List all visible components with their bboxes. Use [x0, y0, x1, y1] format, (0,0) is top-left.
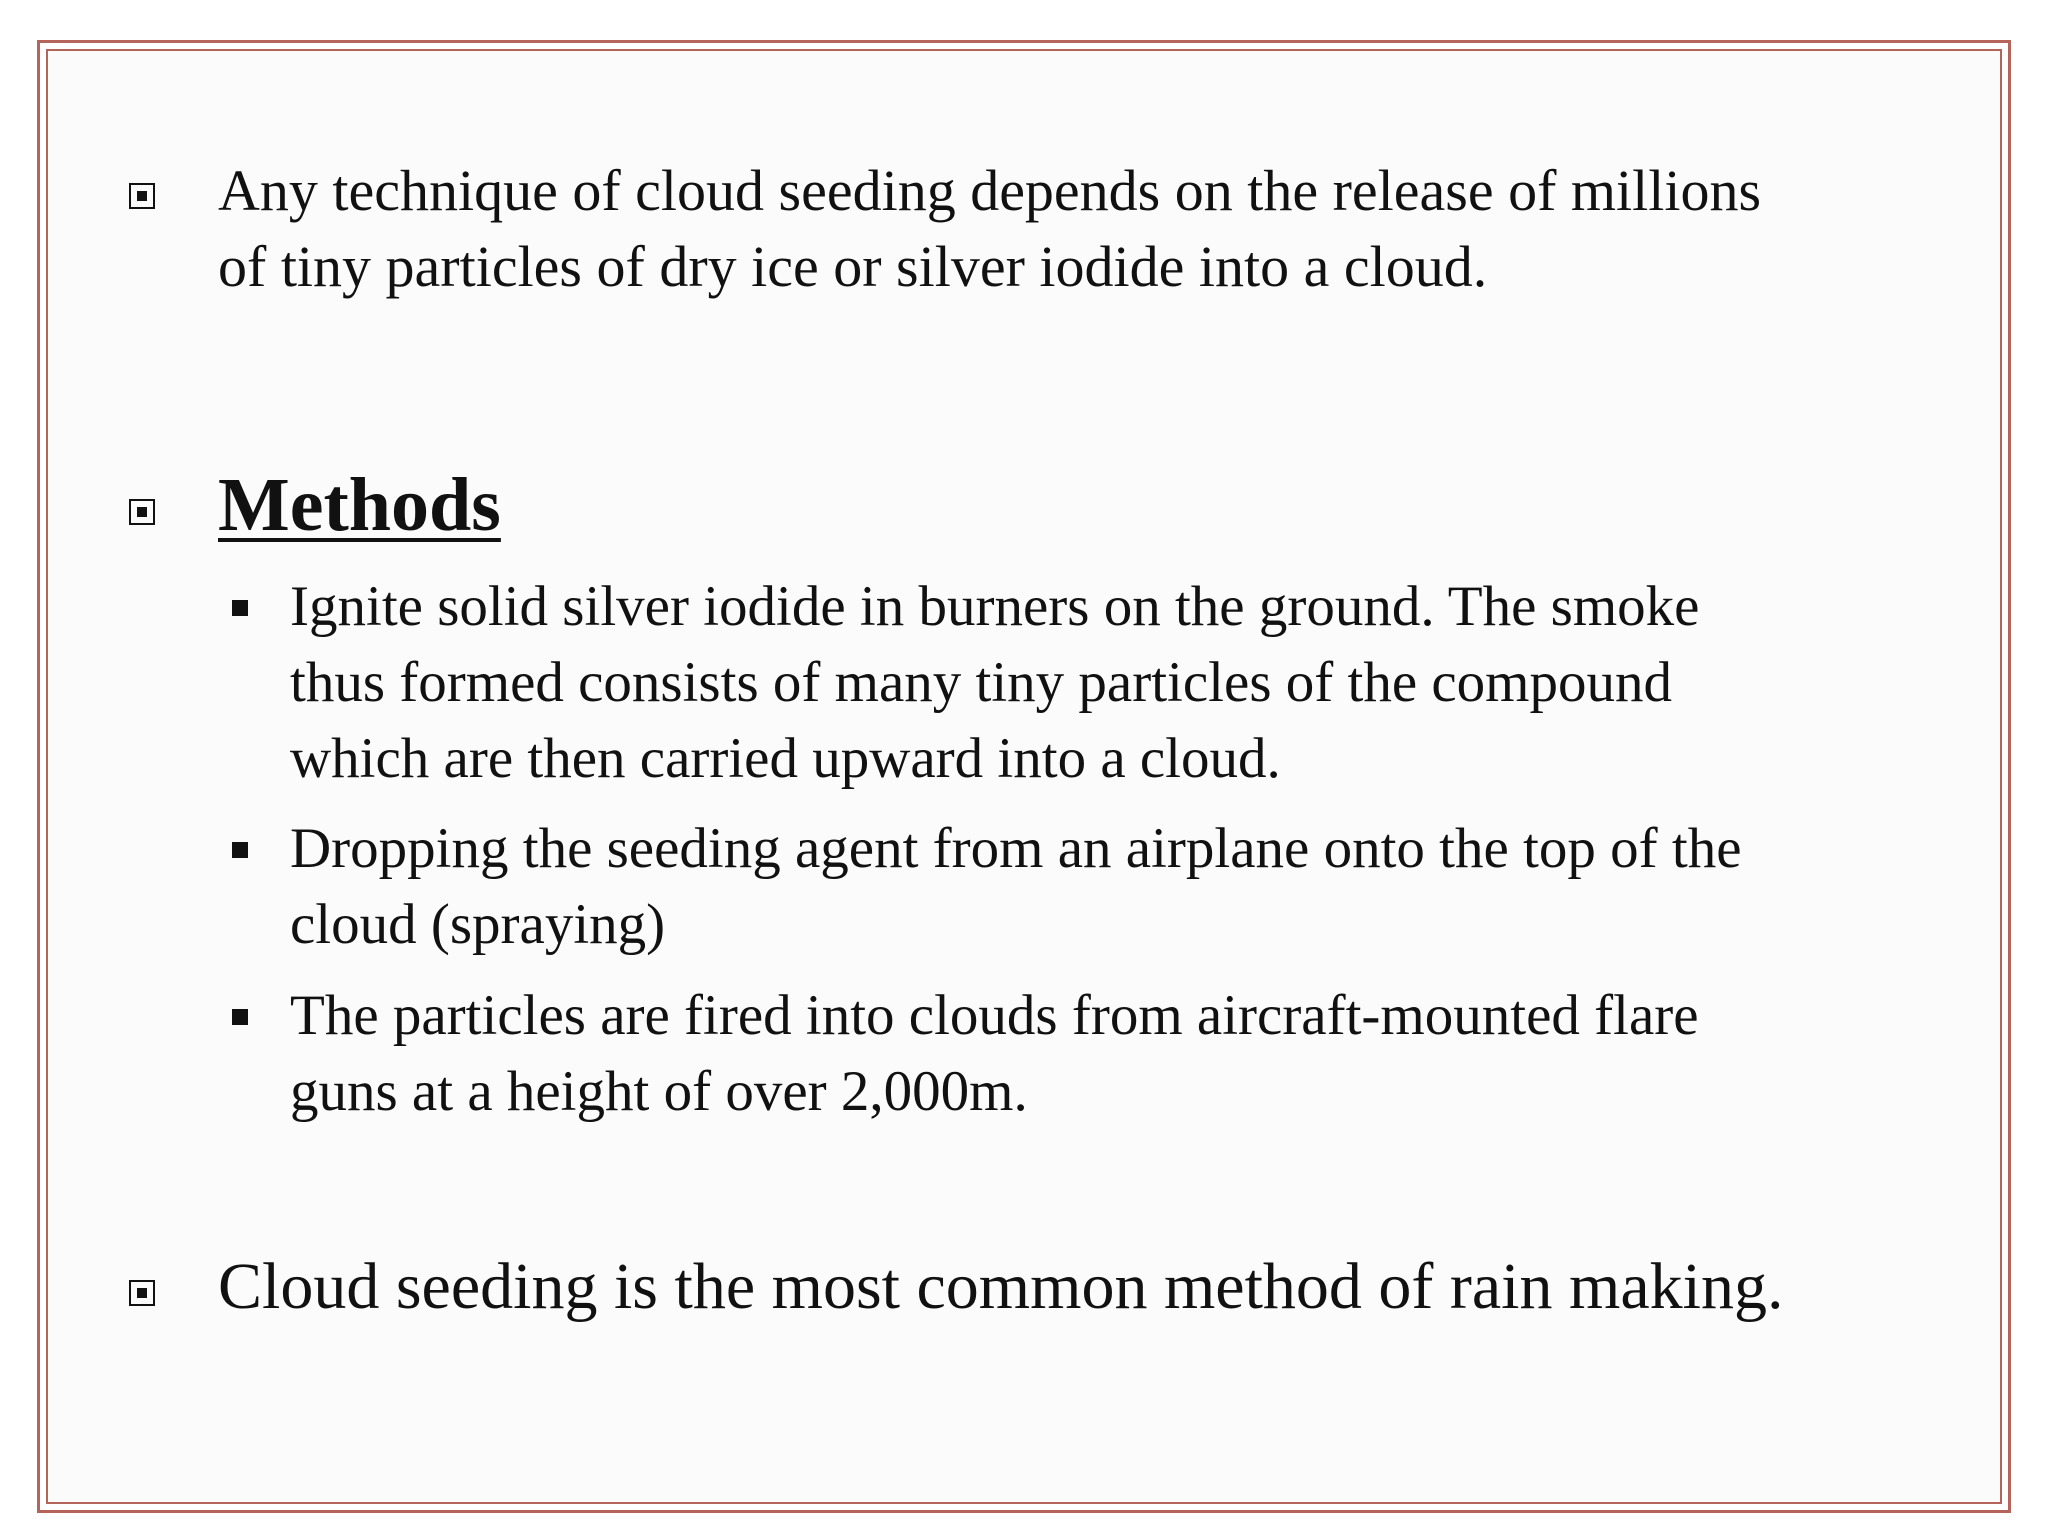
method-item-3: [290, 978, 1699, 1130]
filled-square-bullet-icon: [232, 842, 248, 858]
intro-paragraph: [218, 153, 1761, 305]
filled-square-bullet-icon: [232, 1009, 248, 1025]
intro-line-1: Any technique of cloud seeding depends on the release of millions: [218, 158, 1762, 223]
boxed-square-bullet-icon: [129, 1280, 155, 1306]
method-2-line-2: cloud (spraying): [290, 893, 666, 956]
method-3-line-1: The particles are fired into clouds from aircraft-mounted flare: [290, 984, 1699, 1047]
method-item-1: [290, 569, 1699, 797]
method-2-line-1: Dropping the seeding agent from an airplane onto the top of the: [290, 817, 1742, 880]
filled-square-bullet-icon: [232, 600, 248, 616]
method-3-line-2: guns at a height of over 2,000m.: [290, 1060, 1028, 1123]
methods-heading: Methods: [218, 463, 501, 547]
boxed-square-bullet-icon: [129, 183, 155, 209]
method-1-line-2: thus formed consists of many tiny particles of the compound: [290, 651, 1672, 714]
boxed-square-bullet-icon: [129, 499, 155, 525]
method-1-line-3: which are then carried upward into a cloud.: [290, 727, 1281, 790]
method-1-line-1: Ignite solid silver iodide in burners on the ground. The smoke: [290, 575, 1700, 638]
method-item-2: [290, 811, 1742, 963]
intro-line-2: of tiny particles of dry ice or silver iodide into a cloud.: [218, 234, 1488, 299]
closing-statement: Cloud seeding is the most common method of rain making.: [218, 1250, 1784, 1323]
